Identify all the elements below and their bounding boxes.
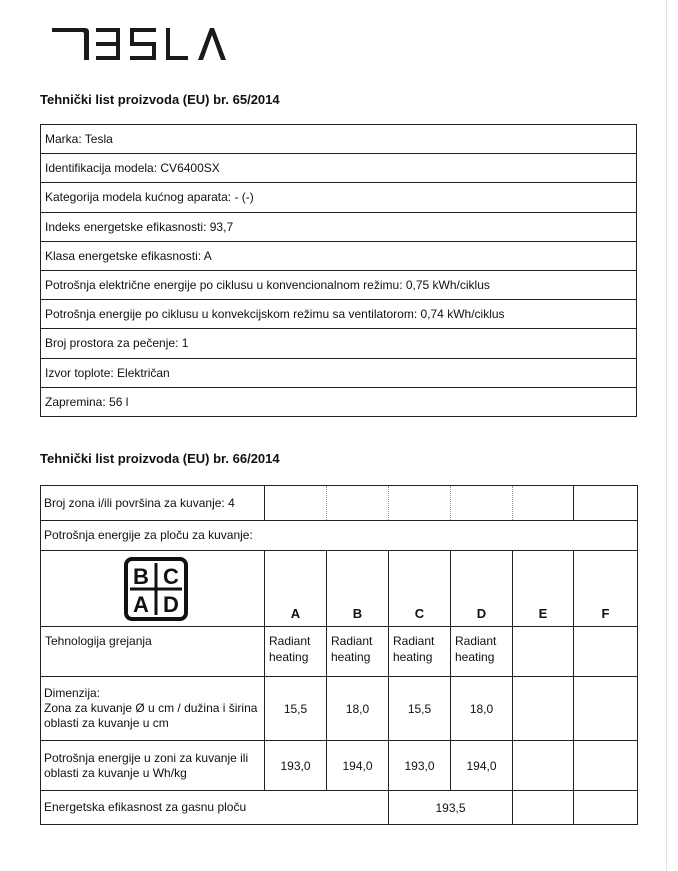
table-row [41,329,637,358]
table-cell: Potrošnja energije po ciklusu u konvekcijskom režimu sa ventilatorom: 0,74 kWh/ciklus [41,300,637,329]
zone-label-c: C [389,551,451,627]
table-row [41,154,637,183]
table-cell: Kategorija modela kućnog aparata: - (-) [41,183,637,212]
tech-value-cell: Radiant heating [265,627,327,677]
empty-cell [513,741,574,791]
empty-cell [513,627,574,677]
consumption-value-cell: 193,0 [265,741,327,791]
table-row [41,300,637,329]
empty-cell [513,486,574,521]
table-row [41,791,638,825]
table-row [41,677,638,741]
table-row [41,627,638,677]
dimension-title: Dimenzija: [44,686,101,700]
empty-cell [574,486,638,521]
zone-label-d: D [451,551,513,627]
table-row [41,486,638,521]
table-row [41,521,638,551]
empty-cell [574,627,638,677]
table-cell: Marka: Tesla [41,125,637,154]
icon-letter: A [133,591,149,617]
tesla-logo [52,28,226,60]
empty-cell [513,677,574,741]
table-cell: Indeks energetske efikasnosti: 93,7 [41,212,637,241]
energy-use-label-cell: Potrošnja energije za ploču za kuvanje: [41,521,638,551]
tech-value-cell: Radiant heating [389,627,451,677]
dimension-value-cell: 18,0 [451,677,513,741]
table-row [41,212,637,241]
table-row [41,241,637,270]
dimension-label-cell [41,677,265,741]
consumption-label-cell: Potrošnja energije u zoni za kuvanje ili oblasti za kuvanje u Wh/kg [41,741,265,791]
page-edge-line [666,0,667,871]
empty-cell [327,486,389,521]
empty-cell [389,486,451,521]
zone-label-b: B [327,551,389,627]
section2-heading: Tehnički list proizvoda (EU) br. 66/2014 [40,451,280,466]
zone-label-e: E [513,551,574,627]
table-row [41,358,637,387]
table-row [41,387,637,416]
zones-count-cell: Broj zona i/ili površina za kuvanje: 4 [41,486,265,521]
empty-cell [574,677,638,741]
empty-cell [265,486,327,521]
tech-value-cell: Radiant heating [451,627,513,677]
table-cell: Klasa energetske efikasnosti: A [41,241,637,270]
consumption-value-cell: 193,0 [389,741,451,791]
icon-letter: B [133,563,149,589]
section1-heading: Tehnički list proizvoda (EU) br. 65/2014 [40,92,280,107]
zone-label-a: A [265,551,327,627]
energy-label-icon [124,557,188,621]
empty-cell [574,791,638,825]
consumption-value-cell: 194,0 [451,741,513,791]
table-cell: Potrošnja električne energije po ciklusu u konvencionalnom režimu: 0,75 kWh/ciklus [41,270,637,299]
table-row [41,741,638,791]
icon-letter: D [163,591,179,617]
table-cell: Izvor toplote: Električan [41,358,637,387]
dimension-value-cell: 15,5 [389,677,451,741]
regulation-66-table [40,485,638,825]
table-cell: Zapremina: 56 l [41,387,637,416]
tech-value-cell: Radiant heating [327,627,389,677]
dimension-description: Zona za kuvanje Ø u cm / dužina i širina oblasti za kuvanje u cm [44,701,258,730]
table-row [41,551,638,627]
zone-label-f: F [574,551,638,627]
icon-letter: C [163,563,179,589]
gas-efficiency-label-cell: Energetska efikasnost za gasnu ploču [41,791,389,825]
tech-label-cell: Tehnologija grejanja [41,627,265,677]
empty-cell [451,486,513,521]
table-row [41,183,637,212]
consumption-value-cell: 194,0 [327,741,389,791]
table-cell: Broj prostora za pečenje: 1 [41,329,637,358]
gas-efficiency-value-cell: 193,5 [389,791,513,825]
table-cell: Identifikacija modela: CV6400SX [41,154,637,183]
empty-cell [513,791,574,825]
table-row [41,270,637,299]
empty-cell [574,741,638,791]
regulation-65-table [40,124,637,417]
dimension-value-cell: 15,5 [265,677,327,741]
dimension-value-cell: 18,0 [327,677,389,741]
energy-icon-cell [41,551,265,627]
table-row [41,125,637,154]
